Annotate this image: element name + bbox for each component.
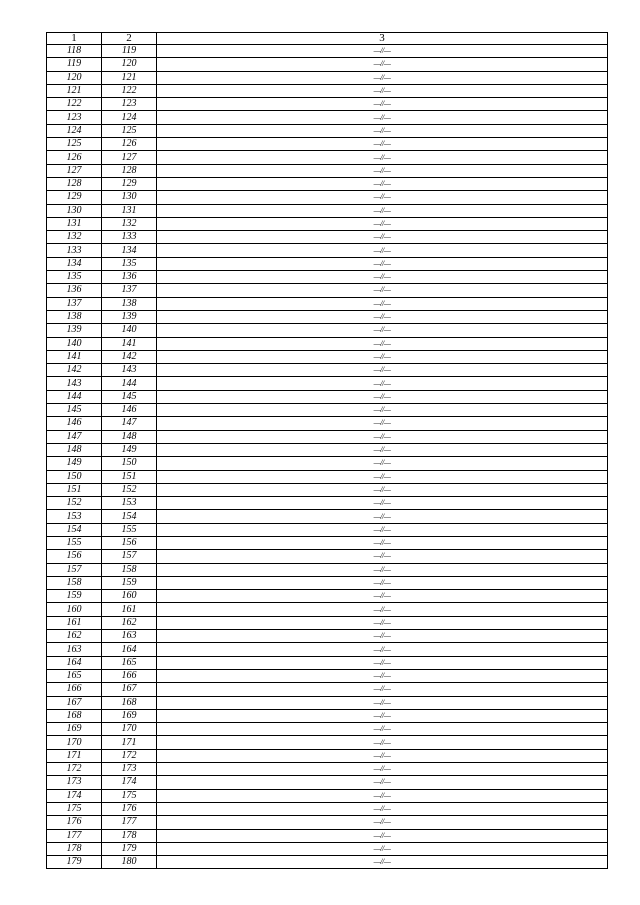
cell-col-1: 130 (47, 204, 102, 217)
cell-col-3-ditto: —//— (157, 789, 608, 802)
table-row (47, 802, 608, 815)
table-header (47, 33, 608, 45)
cell-col-3-ditto: —//— (157, 856, 608, 869)
cell-col-3-ditto: —//— (157, 763, 608, 776)
cell-col-2: 144 (102, 377, 157, 390)
table-row (47, 550, 608, 563)
cell-col-3-ditto: —//— (157, 84, 608, 97)
header-row (47, 33, 608, 45)
cell-col-3-ditto: —//— (157, 377, 608, 390)
table-row (47, 204, 608, 217)
cell-col-1: 152 (47, 497, 102, 510)
cell-col-1: 120 (47, 71, 102, 84)
cell-col-2: 126 (102, 138, 157, 151)
cell-col-2: 176 (102, 802, 157, 815)
cell-col-3-ditto: —//— (157, 231, 608, 244)
table-row (47, 696, 608, 709)
cell-col-2: 150 (102, 457, 157, 470)
cell-col-1: 126 (47, 151, 102, 164)
cell-col-1: 131 (47, 217, 102, 230)
cell-col-2: 138 (102, 297, 157, 310)
cell-col-2: 178 (102, 829, 157, 842)
cell-col-1: 149 (47, 457, 102, 470)
cell-col-3-ditto: —//— (157, 337, 608, 350)
table-row (47, 603, 608, 616)
cell-col-1: 162 (47, 630, 102, 643)
data-table (46, 32, 608, 869)
cell-col-3-ditto: —//— (157, 829, 608, 842)
table-row (47, 191, 608, 204)
cell-col-1: 145 (47, 404, 102, 417)
cell-col-1: 132 (47, 231, 102, 244)
cell-col-2: 147 (102, 417, 157, 430)
cell-col-2: 149 (102, 443, 157, 456)
table-row (47, 723, 608, 736)
cell-col-3-ditto: —//— (157, 749, 608, 762)
table-row (47, 483, 608, 496)
cell-col-2: 145 (102, 390, 157, 403)
cell-col-1: 134 (47, 257, 102, 270)
cell-col-3-ditto: —//— (157, 390, 608, 403)
table-row (47, 111, 608, 124)
cell-col-2: 128 (102, 164, 157, 177)
table-row (47, 536, 608, 549)
cell-col-3-ditto: —//— (157, 736, 608, 749)
cell-col-2: 137 (102, 284, 157, 297)
cell-col-2: 136 (102, 271, 157, 284)
cell-col-2: 171 (102, 736, 157, 749)
cell-col-1: 124 (47, 124, 102, 137)
cell-col-2: 157 (102, 550, 157, 563)
cell-col-2: 172 (102, 749, 157, 762)
cell-col-1: 156 (47, 550, 102, 563)
table-row (47, 98, 608, 111)
cell-col-1: 143 (47, 377, 102, 390)
cell-col-3-ditto: —//— (157, 536, 608, 549)
cell-col-2: 180 (102, 856, 157, 869)
table-row (47, 842, 608, 855)
cell-col-3-ditto: —//— (157, 151, 608, 164)
cell-col-1: 174 (47, 789, 102, 802)
cell-col-2: 125 (102, 124, 157, 137)
cell-col-3-ditto: —//— (157, 643, 608, 656)
cell-col-1: 155 (47, 536, 102, 549)
cell-col-1: 175 (47, 802, 102, 815)
table-row (47, 683, 608, 696)
table-row (47, 45, 608, 58)
cell-col-1: 148 (47, 443, 102, 456)
cell-col-3-ditto: —//— (157, 510, 608, 523)
cell-col-3-ditto: —//— (157, 111, 608, 124)
cell-col-2: 122 (102, 84, 157, 97)
cell-col-1: 121 (47, 84, 102, 97)
table-row (47, 417, 608, 430)
cell-col-1: 137 (47, 297, 102, 310)
cell-col-2: 141 (102, 337, 157, 350)
cell-col-2: 177 (102, 816, 157, 829)
cell-col-3-ditto: —//— (157, 816, 608, 829)
cell-col-1: 127 (47, 164, 102, 177)
table-row (47, 71, 608, 84)
cell-col-3-ditto: —//— (157, 683, 608, 696)
cell-col-2: 159 (102, 576, 157, 589)
table-row (47, 776, 608, 789)
table-row (47, 749, 608, 762)
cell-col-3-ditto: —//— (157, 191, 608, 204)
cell-col-3-ditto: —//— (157, 457, 608, 470)
cell-col-1: 141 (47, 350, 102, 363)
cell-col-3-ditto: —//— (157, 124, 608, 137)
cell-col-3-ditto: —//— (157, 310, 608, 323)
table-row (47, 310, 608, 323)
cell-col-3-ditto: —//— (157, 590, 608, 603)
cell-col-3-ditto: —//— (157, 497, 608, 510)
cell-col-1: 169 (47, 723, 102, 736)
table-row (47, 763, 608, 776)
cell-col-2: 130 (102, 191, 157, 204)
table-row (47, 138, 608, 151)
cell-col-1: 136 (47, 284, 102, 297)
cell-col-1: 129 (47, 191, 102, 204)
cell-col-1: 176 (47, 816, 102, 829)
cell-col-1: 161 (47, 616, 102, 629)
cell-col-3-ditto: —//— (157, 297, 608, 310)
table-row (47, 709, 608, 722)
table-row (47, 404, 608, 417)
table-row (47, 497, 608, 510)
table-row (47, 443, 608, 456)
table-row (47, 829, 608, 842)
table-row (47, 297, 608, 310)
cell-col-3-ditto: —//— (157, 669, 608, 682)
table-row (47, 244, 608, 257)
cell-col-2: 165 (102, 656, 157, 669)
table-row (47, 789, 608, 802)
cell-col-3-ditto: —//— (157, 430, 608, 443)
cell-col-2: 175 (102, 789, 157, 802)
table-row (47, 736, 608, 749)
column-header-3: 3 (157, 33, 608, 45)
cell-col-2: 166 (102, 669, 157, 682)
cell-col-1: 153 (47, 510, 102, 523)
table-row (47, 337, 608, 350)
table-row (47, 84, 608, 97)
table-row (47, 816, 608, 829)
cell-col-2: 129 (102, 177, 157, 190)
cell-col-2: 134 (102, 244, 157, 257)
cell-col-3-ditto: —//— (157, 177, 608, 190)
cell-col-3-ditto: —//— (157, 443, 608, 456)
cell-col-2: 168 (102, 696, 157, 709)
cell-col-3-ditto: —//— (157, 776, 608, 789)
cell-col-2: 139 (102, 310, 157, 323)
cell-col-3-ditto: —//— (157, 603, 608, 616)
cell-col-3-ditto: —//— (157, 723, 608, 736)
cell-col-1: 146 (47, 417, 102, 430)
cell-col-3-ditto: —//— (157, 271, 608, 284)
cell-col-1: 151 (47, 483, 102, 496)
cell-col-3-ditto: —//— (157, 324, 608, 337)
cell-col-2: 169 (102, 709, 157, 722)
table-row (47, 430, 608, 443)
table-row (47, 856, 608, 869)
table-row (47, 284, 608, 297)
cell-col-1: 140 (47, 337, 102, 350)
table-row (47, 563, 608, 576)
cell-col-1: 138 (47, 310, 102, 323)
table-row (47, 390, 608, 403)
cell-col-2: 173 (102, 763, 157, 776)
cell-col-2: 151 (102, 470, 157, 483)
cell-col-2: 164 (102, 643, 157, 656)
cell-col-1: 150 (47, 470, 102, 483)
cell-col-2: 142 (102, 350, 157, 363)
cell-col-1: 139 (47, 324, 102, 337)
table-row (47, 590, 608, 603)
column-header-2: 2 (102, 33, 157, 45)
cell-col-3-ditto: —//— (157, 563, 608, 576)
cell-col-2: 146 (102, 404, 157, 417)
cell-col-3-ditto: —//— (157, 257, 608, 270)
cell-col-3-ditto: —//— (157, 58, 608, 71)
cell-col-3-ditto: —//— (157, 709, 608, 722)
cell-col-2: 133 (102, 231, 157, 244)
cell-col-2: 174 (102, 776, 157, 789)
cell-col-2: 161 (102, 603, 157, 616)
cell-col-3-ditto: —//— (157, 164, 608, 177)
column-header-1: 1 (47, 33, 102, 45)
cell-col-2: 127 (102, 151, 157, 164)
cell-col-1: 119 (47, 58, 102, 71)
table-row (47, 510, 608, 523)
cell-col-1: 147 (47, 430, 102, 443)
cell-col-1: 160 (47, 603, 102, 616)
cell-col-2: 170 (102, 723, 157, 736)
cell-col-2: 153 (102, 497, 157, 510)
table-row (47, 58, 608, 71)
cell-col-2: 119 (102, 45, 157, 58)
cell-col-3-ditto: —//— (157, 217, 608, 230)
cell-col-2: 143 (102, 364, 157, 377)
cell-col-3-ditto: —//— (157, 204, 608, 217)
table-row (47, 576, 608, 589)
cell-col-2: 156 (102, 536, 157, 549)
cell-col-2: 121 (102, 71, 157, 84)
cell-col-1: 159 (47, 590, 102, 603)
cell-col-3-ditto: —//— (157, 550, 608, 563)
cell-col-1: 173 (47, 776, 102, 789)
table-row (47, 271, 608, 284)
cell-col-1: 168 (47, 709, 102, 722)
table-body (47, 45, 608, 869)
cell-col-1: 171 (47, 749, 102, 762)
table-row (47, 231, 608, 244)
table-row (47, 616, 608, 629)
table-row (47, 124, 608, 137)
cell-col-1: 128 (47, 177, 102, 190)
cell-col-2: 155 (102, 523, 157, 536)
cell-col-1: 165 (47, 669, 102, 682)
table-row (47, 630, 608, 643)
cell-col-3-ditto: —//— (157, 71, 608, 84)
cell-col-1: 179 (47, 856, 102, 869)
table-row (47, 350, 608, 363)
cell-col-1: 158 (47, 576, 102, 589)
cell-col-2: 120 (102, 58, 157, 71)
cell-col-3-ditto: —//— (157, 404, 608, 417)
cell-col-1: 157 (47, 563, 102, 576)
cell-col-3-ditto: —//— (157, 284, 608, 297)
cell-col-2: 140 (102, 324, 157, 337)
table-row (47, 257, 608, 270)
table-row (47, 643, 608, 656)
table-row (47, 217, 608, 230)
cell-col-2: 152 (102, 483, 157, 496)
cell-col-3-ditto: —//— (157, 98, 608, 111)
cell-col-2: 158 (102, 563, 157, 576)
cell-col-1: 178 (47, 842, 102, 855)
cell-col-2: 124 (102, 111, 157, 124)
cell-col-3-ditto: —//— (157, 483, 608, 496)
cell-col-1: 142 (47, 364, 102, 377)
table-row (47, 364, 608, 377)
cell-col-1: 166 (47, 683, 102, 696)
cell-col-2: 167 (102, 683, 157, 696)
cell-col-3-ditto: —//— (157, 417, 608, 430)
cell-col-2: 162 (102, 616, 157, 629)
cell-col-2: 179 (102, 842, 157, 855)
cell-col-3-ditto: —//— (157, 616, 608, 629)
cell-col-2: 135 (102, 257, 157, 270)
cell-col-3-ditto: —//— (157, 802, 608, 815)
table-row (47, 523, 608, 536)
cell-col-1: 177 (47, 829, 102, 842)
cell-col-1: 167 (47, 696, 102, 709)
cell-col-3-ditto: —//— (157, 842, 608, 855)
cell-col-3-ditto: —//— (157, 244, 608, 257)
table-row (47, 377, 608, 390)
cell-col-2: 163 (102, 630, 157, 643)
table-row (47, 164, 608, 177)
cell-col-1: 135 (47, 271, 102, 284)
table-row (47, 151, 608, 164)
cell-col-1: 170 (47, 736, 102, 749)
cell-col-1: 123 (47, 111, 102, 124)
cell-col-2: 131 (102, 204, 157, 217)
cell-col-1: 154 (47, 523, 102, 536)
cell-col-3-ditto: —//— (157, 45, 608, 58)
cell-col-1: 144 (47, 390, 102, 403)
cell-col-3-ditto: —//— (157, 470, 608, 483)
table-row (47, 324, 608, 337)
cell-col-3-ditto: —//— (157, 364, 608, 377)
cell-col-1: 164 (47, 656, 102, 669)
cell-col-2: 154 (102, 510, 157, 523)
cell-col-3-ditto: —//— (157, 696, 608, 709)
cell-col-3-ditto: —//— (157, 576, 608, 589)
table-row (47, 656, 608, 669)
cell-col-2: 123 (102, 98, 157, 111)
table-row (47, 177, 608, 190)
cell-col-1: 125 (47, 138, 102, 151)
cell-col-1: 118 (47, 45, 102, 58)
cell-col-3-ditto: —//— (157, 350, 608, 363)
cell-col-1: 122 (47, 98, 102, 111)
cell-col-1: 133 (47, 244, 102, 257)
cell-col-3-ditto: —//— (157, 656, 608, 669)
cell-col-3-ditto: —//— (157, 523, 608, 536)
table-row (47, 457, 608, 470)
cell-col-3-ditto: —//— (157, 630, 608, 643)
table-row (47, 470, 608, 483)
cell-col-1: 163 (47, 643, 102, 656)
cell-col-2: 160 (102, 590, 157, 603)
table-row (47, 669, 608, 682)
cell-col-2: 132 (102, 217, 157, 230)
cell-col-3-ditto: —//— (157, 138, 608, 151)
cell-col-1: 172 (47, 763, 102, 776)
cell-col-2: 148 (102, 430, 157, 443)
